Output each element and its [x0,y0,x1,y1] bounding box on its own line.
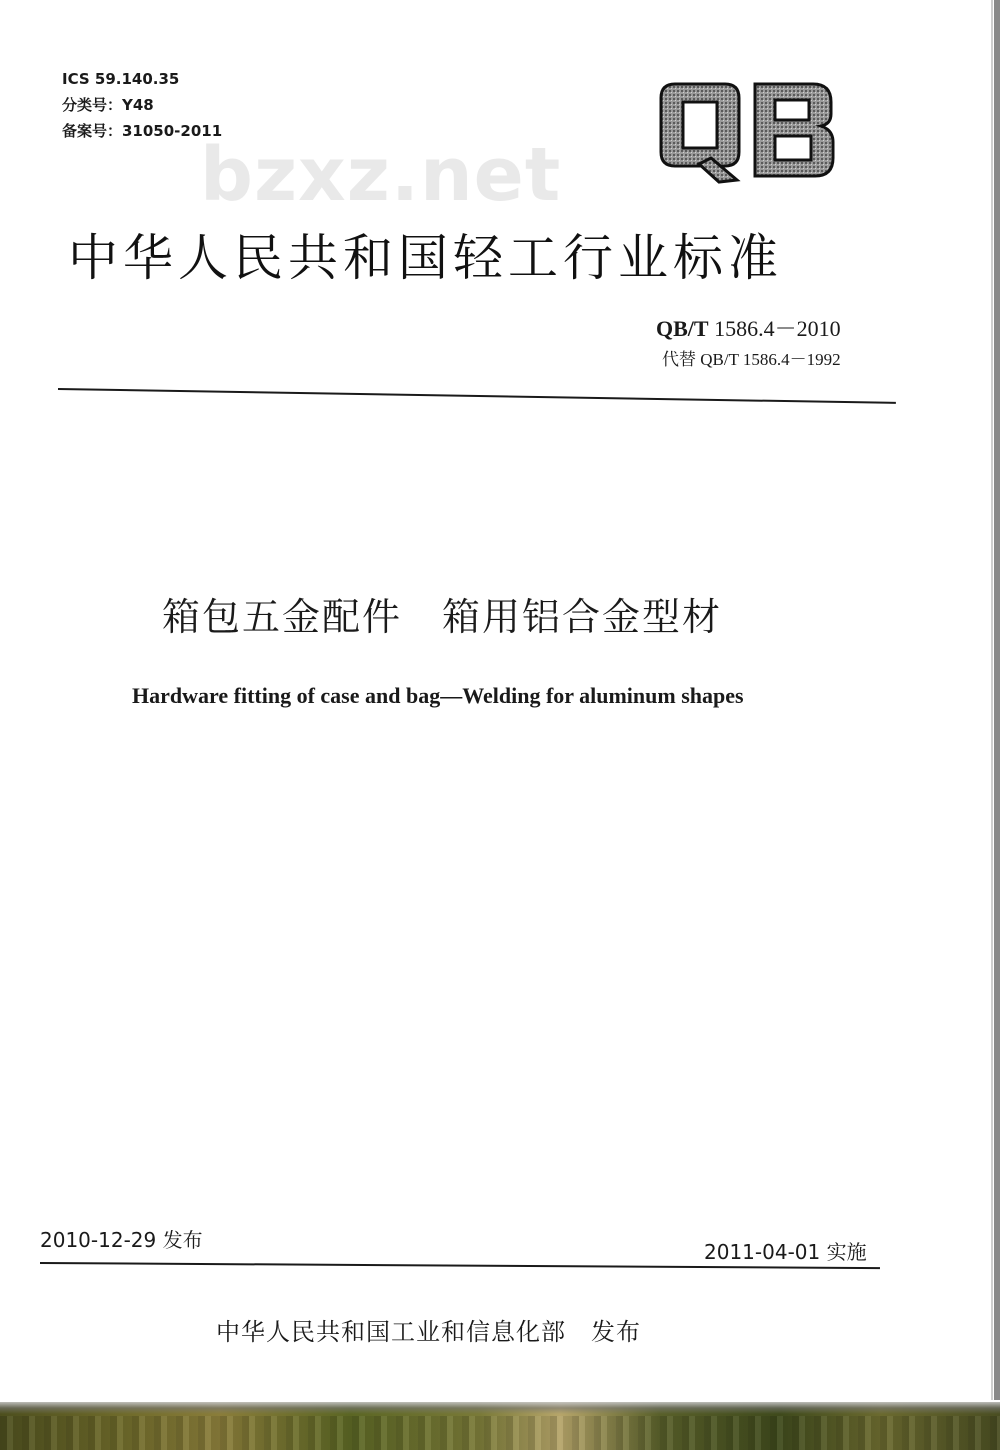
replaces-standard: 代替 QB/T 1586.4－1992 [662,350,841,369]
standard-number-value: 1586.4－2010 [714,316,841,341]
implementation-date: 2011-04-01 实施 [704,1240,867,1264]
page-edge-shadow [994,0,1000,1400]
qb-logo [653,78,843,188]
main-title: 中华人民共和国轻工行业标准 [68,229,783,287]
filing-number: 备案号：31050-2011 [62,122,223,140]
page-edge-line [991,0,993,1400]
classification-block [62,66,222,144]
ics-code: ICS 59.140.35 [62,70,180,88]
issue-date: 2010-12-29 发布 [40,1228,203,1252]
english-title: Hardware fitting of case and bag—Welding for aluminum shapes [132,683,744,708]
standard-number [656,312,841,343]
publisher: 中华人民共和国工业和信息化部 发布 [216,1318,641,1346]
classification-number: 分类号：Y48 [62,96,154,114]
background-photo-strip [0,1402,1000,1450]
header-divider [58,388,896,404]
chinese-title: 箱包五金配件 箱用铝合金型材 [162,595,723,639]
standard-code: QB/T [656,316,709,341]
watermark: bzxz.net [200,132,562,218]
